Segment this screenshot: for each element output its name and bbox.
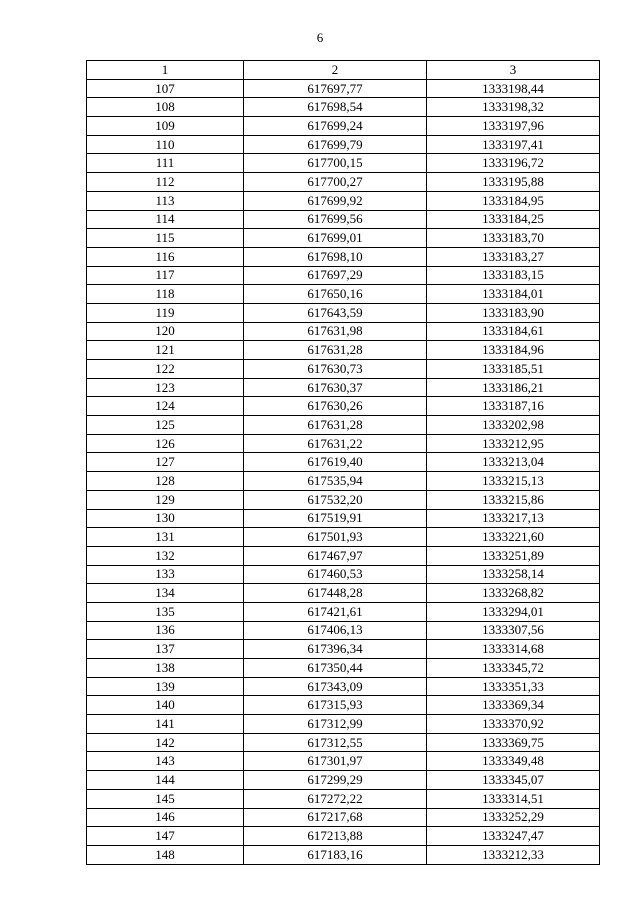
coordinate-x-cell: 617699,56: [244, 210, 427, 229]
point-number-cell: 117: [87, 266, 244, 285]
point-number-cell: 122: [87, 360, 244, 379]
point-number-cell: 114: [87, 210, 244, 229]
table-body: [87, 79, 600, 864]
table-row: [87, 360, 600, 379]
point-number-cell: 127: [87, 453, 244, 472]
table-row: [87, 845, 600, 864]
point-number-cell: 146: [87, 808, 244, 827]
coordinates-table: [86, 60, 600, 865]
coordinate-x-cell: 617631,28: [244, 341, 427, 360]
coordinate-y-cell: 1333314,68: [427, 640, 600, 659]
coordinate-y-cell: 1333184,01: [427, 285, 600, 304]
table-row: [87, 584, 600, 603]
coordinate-y-cell: 1333198,44: [427, 79, 600, 98]
coordinate-y-cell: 1333198,32: [427, 98, 600, 117]
coordinate-y-cell: 1333370,92: [427, 715, 600, 734]
coordinate-y-cell: 1333349,48: [427, 752, 600, 771]
table-row: [87, 602, 600, 621]
coordinate-x-cell: 617301,97: [244, 752, 427, 771]
coordinate-x-cell: 617697,29: [244, 266, 427, 285]
point-number-cell: 108: [87, 98, 244, 117]
coordinate-x-cell: 617350,44: [244, 659, 427, 678]
point-number-cell: 144: [87, 771, 244, 790]
table-row: [87, 659, 600, 678]
point-number-cell: 129: [87, 490, 244, 509]
coordinate-y-cell: 1333247,47: [427, 827, 600, 846]
coordinate-y-cell: 1333215,13: [427, 472, 600, 491]
point-number-cell: 111: [87, 154, 244, 173]
table-header-row: [87, 61, 600, 80]
coordinate-x-cell: 617699,01: [244, 229, 427, 248]
coordinate-x-cell: 617448,28: [244, 584, 427, 603]
coordinate-y-cell: 1333369,75: [427, 733, 600, 752]
point-number-cell: 138: [87, 659, 244, 678]
coordinate-y-cell: 1333183,70: [427, 229, 600, 248]
coordinate-y-cell: 1333345,07: [427, 771, 600, 790]
point-number-cell: 143: [87, 752, 244, 771]
coordinate-x-cell: 617643,59: [244, 303, 427, 322]
table-row: [87, 285, 600, 304]
table-row: [87, 808, 600, 827]
coordinate-y-cell: 1333184,61: [427, 322, 600, 341]
point-number-cell: 132: [87, 546, 244, 565]
coordinate-y-cell: 1333369,34: [427, 696, 600, 715]
point-number-cell: 139: [87, 677, 244, 696]
table-row: [87, 509, 600, 528]
coordinate-y-cell: 1333183,15: [427, 266, 600, 285]
coordinate-x-cell: 617631,22: [244, 434, 427, 453]
point-number-cell: 124: [87, 397, 244, 416]
point-number-cell: 141: [87, 715, 244, 734]
coordinate-y-cell: 1333183,90: [427, 303, 600, 322]
page-number: 6: [316, 30, 324, 45]
table-row: [87, 117, 600, 136]
column-header-1: 1: [87, 61, 244, 80]
coordinate-y-cell: 1333351,33: [427, 677, 600, 696]
coordinate-y-cell: 1333345,72: [427, 659, 600, 678]
point-number-cell: 123: [87, 378, 244, 397]
coordinate-x-cell: 617699,79: [244, 135, 427, 154]
point-number-cell: 107: [87, 79, 244, 98]
coordinate-y-cell: 1333221,60: [427, 528, 600, 547]
coordinate-y-cell: 1333314,51: [427, 789, 600, 808]
coordinate-x-cell: 617183,16: [244, 845, 427, 864]
table-row: [87, 696, 600, 715]
coordinate-y-cell: 1333258,14: [427, 565, 600, 584]
point-number-cell: 116: [87, 247, 244, 266]
table-row: [87, 490, 600, 509]
coordinate-x-cell: 617501,93: [244, 528, 427, 547]
table-row: [87, 640, 600, 659]
table-row: [87, 322, 600, 341]
coordinate-x-cell: 617630,73: [244, 360, 427, 379]
coordinate-y-cell: 1333212,95: [427, 434, 600, 453]
table-row: [87, 472, 600, 491]
table-row: [87, 229, 600, 248]
coordinate-y-cell: 1333195,88: [427, 173, 600, 192]
point-number-cell: 147: [87, 827, 244, 846]
coordinate-x-cell: 617460,53: [244, 565, 427, 584]
coordinate-y-cell: 1333185,51: [427, 360, 600, 379]
coordinate-x-cell: 617535,94: [244, 472, 427, 491]
table-row: [87, 98, 600, 117]
coordinate-y-cell: 1333252,29: [427, 808, 600, 827]
table-row: [87, 341, 600, 360]
coordinate-y-cell: 1333213,04: [427, 453, 600, 472]
table-row: [87, 191, 600, 210]
point-number-cell: 125: [87, 416, 244, 435]
coordinate-y-cell: 1333294,01: [427, 602, 600, 621]
point-number-cell: 128: [87, 472, 244, 491]
point-number-cell: 145: [87, 789, 244, 808]
point-number-cell: 126: [87, 434, 244, 453]
coordinate-x-cell: 617312,99: [244, 715, 427, 734]
coordinate-x-cell: 617698,10: [244, 247, 427, 266]
column-header-2: 2: [244, 61, 427, 80]
coordinate-y-cell: 1333184,96: [427, 341, 600, 360]
coordinate-y-cell: 1333215,86: [427, 490, 600, 509]
coordinate-x-cell: 617343,09: [244, 677, 427, 696]
coordinate-x-cell: 617630,26: [244, 397, 427, 416]
point-number-cell: 119: [87, 303, 244, 322]
coordinate-y-cell: 1333183,27: [427, 247, 600, 266]
point-number-cell: 113: [87, 191, 244, 210]
coordinate-y-cell: 1333217,13: [427, 509, 600, 528]
table-row: [87, 677, 600, 696]
coordinate-x-cell: 617700,15: [244, 154, 427, 173]
table-row: [87, 621, 600, 640]
point-number-cell: 137: [87, 640, 244, 659]
coordinate-x-cell: 617697,77: [244, 79, 427, 98]
table-row: [87, 565, 600, 584]
table-row: [87, 210, 600, 229]
table-row: [87, 827, 600, 846]
coordinate-x-cell: 617315,93: [244, 696, 427, 715]
table-row: [87, 266, 600, 285]
coordinate-x-cell: 617213,88: [244, 827, 427, 846]
table-row: [87, 79, 600, 98]
table-row: [87, 154, 600, 173]
table-row: [87, 378, 600, 397]
coordinate-y-cell: 1333251,89: [427, 546, 600, 565]
point-number-cell: 109: [87, 117, 244, 136]
coordinate-y-cell: 1333197,41: [427, 135, 600, 154]
coordinate-x-cell: 617699,24: [244, 117, 427, 136]
coordinate-y-cell: 1333186,21: [427, 378, 600, 397]
coordinate-x-cell: 617619,40: [244, 453, 427, 472]
coordinate-y-cell: 1333197,96: [427, 117, 600, 136]
point-number-cell: 112: [87, 173, 244, 192]
coordinate-x-cell: 617299,29: [244, 771, 427, 790]
coordinate-y-cell: 1333202,98: [427, 416, 600, 435]
coordinate-x-cell: 617650,16: [244, 285, 427, 304]
table-row: [87, 789, 600, 808]
coordinate-y-cell: 1333184,95: [427, 191, 600, 210]
coordinate-y-cell: 1333268,82: [427, 584, 600, 603]
point-number-cell: 134: [87, 584, 244, 603]
table-row: [87, 546, 600, 565]
point-number-cell: 131: [87, 528, 244, 547]
coordinate-y-cell: 1333307,56: [427, 621, 600, 640]
point-number-cell: 110: [87, 135, 244, 154]
coordinate-y-cell: 1333184,25: [427, 210, 600, 229]
table-row: [87, 434, 600, 453]
coordinate-x-cell: 617467,97: [244, 546, 427, 565]
coordinate-x-cell: 617217,68: [244, 808, 427, 827]
coordinate-x-cell: 617272,22: [244, 789, 427, 808]
coordinate-y-cell: 1333196,72: [427, 154, 600, 173]
point-number-cell: 115: [87, 229, 244, 248]
coordinate-x-cell: 617630,37: [244, 378, 427, 397]
point-number-cell: 121: [87, 341, 244, 360]
table-row: [87, 397, 600, 416]
point-number-cell: 135: [87, 602, 244, 621]
coordinate-x-cell: 617532,20: [244, 490, 427, 509]
point-number-cell: 136: [87, 621, 244, 640]
table-row: [87, 733, 600, 752]
coordinate-y-cell: 1333187,16: [427, 397, 600, 416]
table-row: [87, 715, 600, 734]
coordinate-y-cell: 1333212,33: [427, 845, 600, 864]
coordinate-x-cell: 617631,98: [244, 322, 427, 341]
table-row: [87, 528, 600, 547]
point-number-cell: 133: [87, 565, 244, 584]
table-row: [87, 416, 600, 435]
point-number-cell: 140: [87, 696, 244, 715]
table-row: [87, 247, 600, 266]
table-row: [87, 173, 600, 192]
point-number-cell: 142: [87, 733, 244, 752]
point-number-cell: 120: [87, 322, 244, 341]
coordinate-x-cell: 617699,92: [244, 191, 427, 210]
table-row: [87, 135, 600, 154]
coordinate-x-cell: 617406,13: [244, 621, 427, 640]
table-row: [87, 752, 600, 771]
table-row: [87, 453, 600, 472]
point-number-cell: 130: [87, 509, 244, 528]
table-row: [87, 303, 600, 322]
table-row: [87, 771, 600, 790]
coordinate-x-cell: 617519,91: [244, 509, 427, 528]
point-number-cell: 118: [87, 285, 244, 304]
coordinate-x-cell: 617631,28: [244, 416, 427, 435]
coordinate-x-cell: 617700,27: [244, 173, 427, 192]
column-header-3: 3: [427, 61, 600, 80]
coordinate-x-cell: 617312,55: [244, 733, 427, 752]
coordinate-x-cell: 617396,34: [244, 640, 427, 659]
coordinate-x-cell: 617421,61: [244, 602, 427, 621]
coordinate-x-cell: 617698,54: [244, 98, 427, 117]
point-number-cell: 148: [87, 845, 244, 864]
